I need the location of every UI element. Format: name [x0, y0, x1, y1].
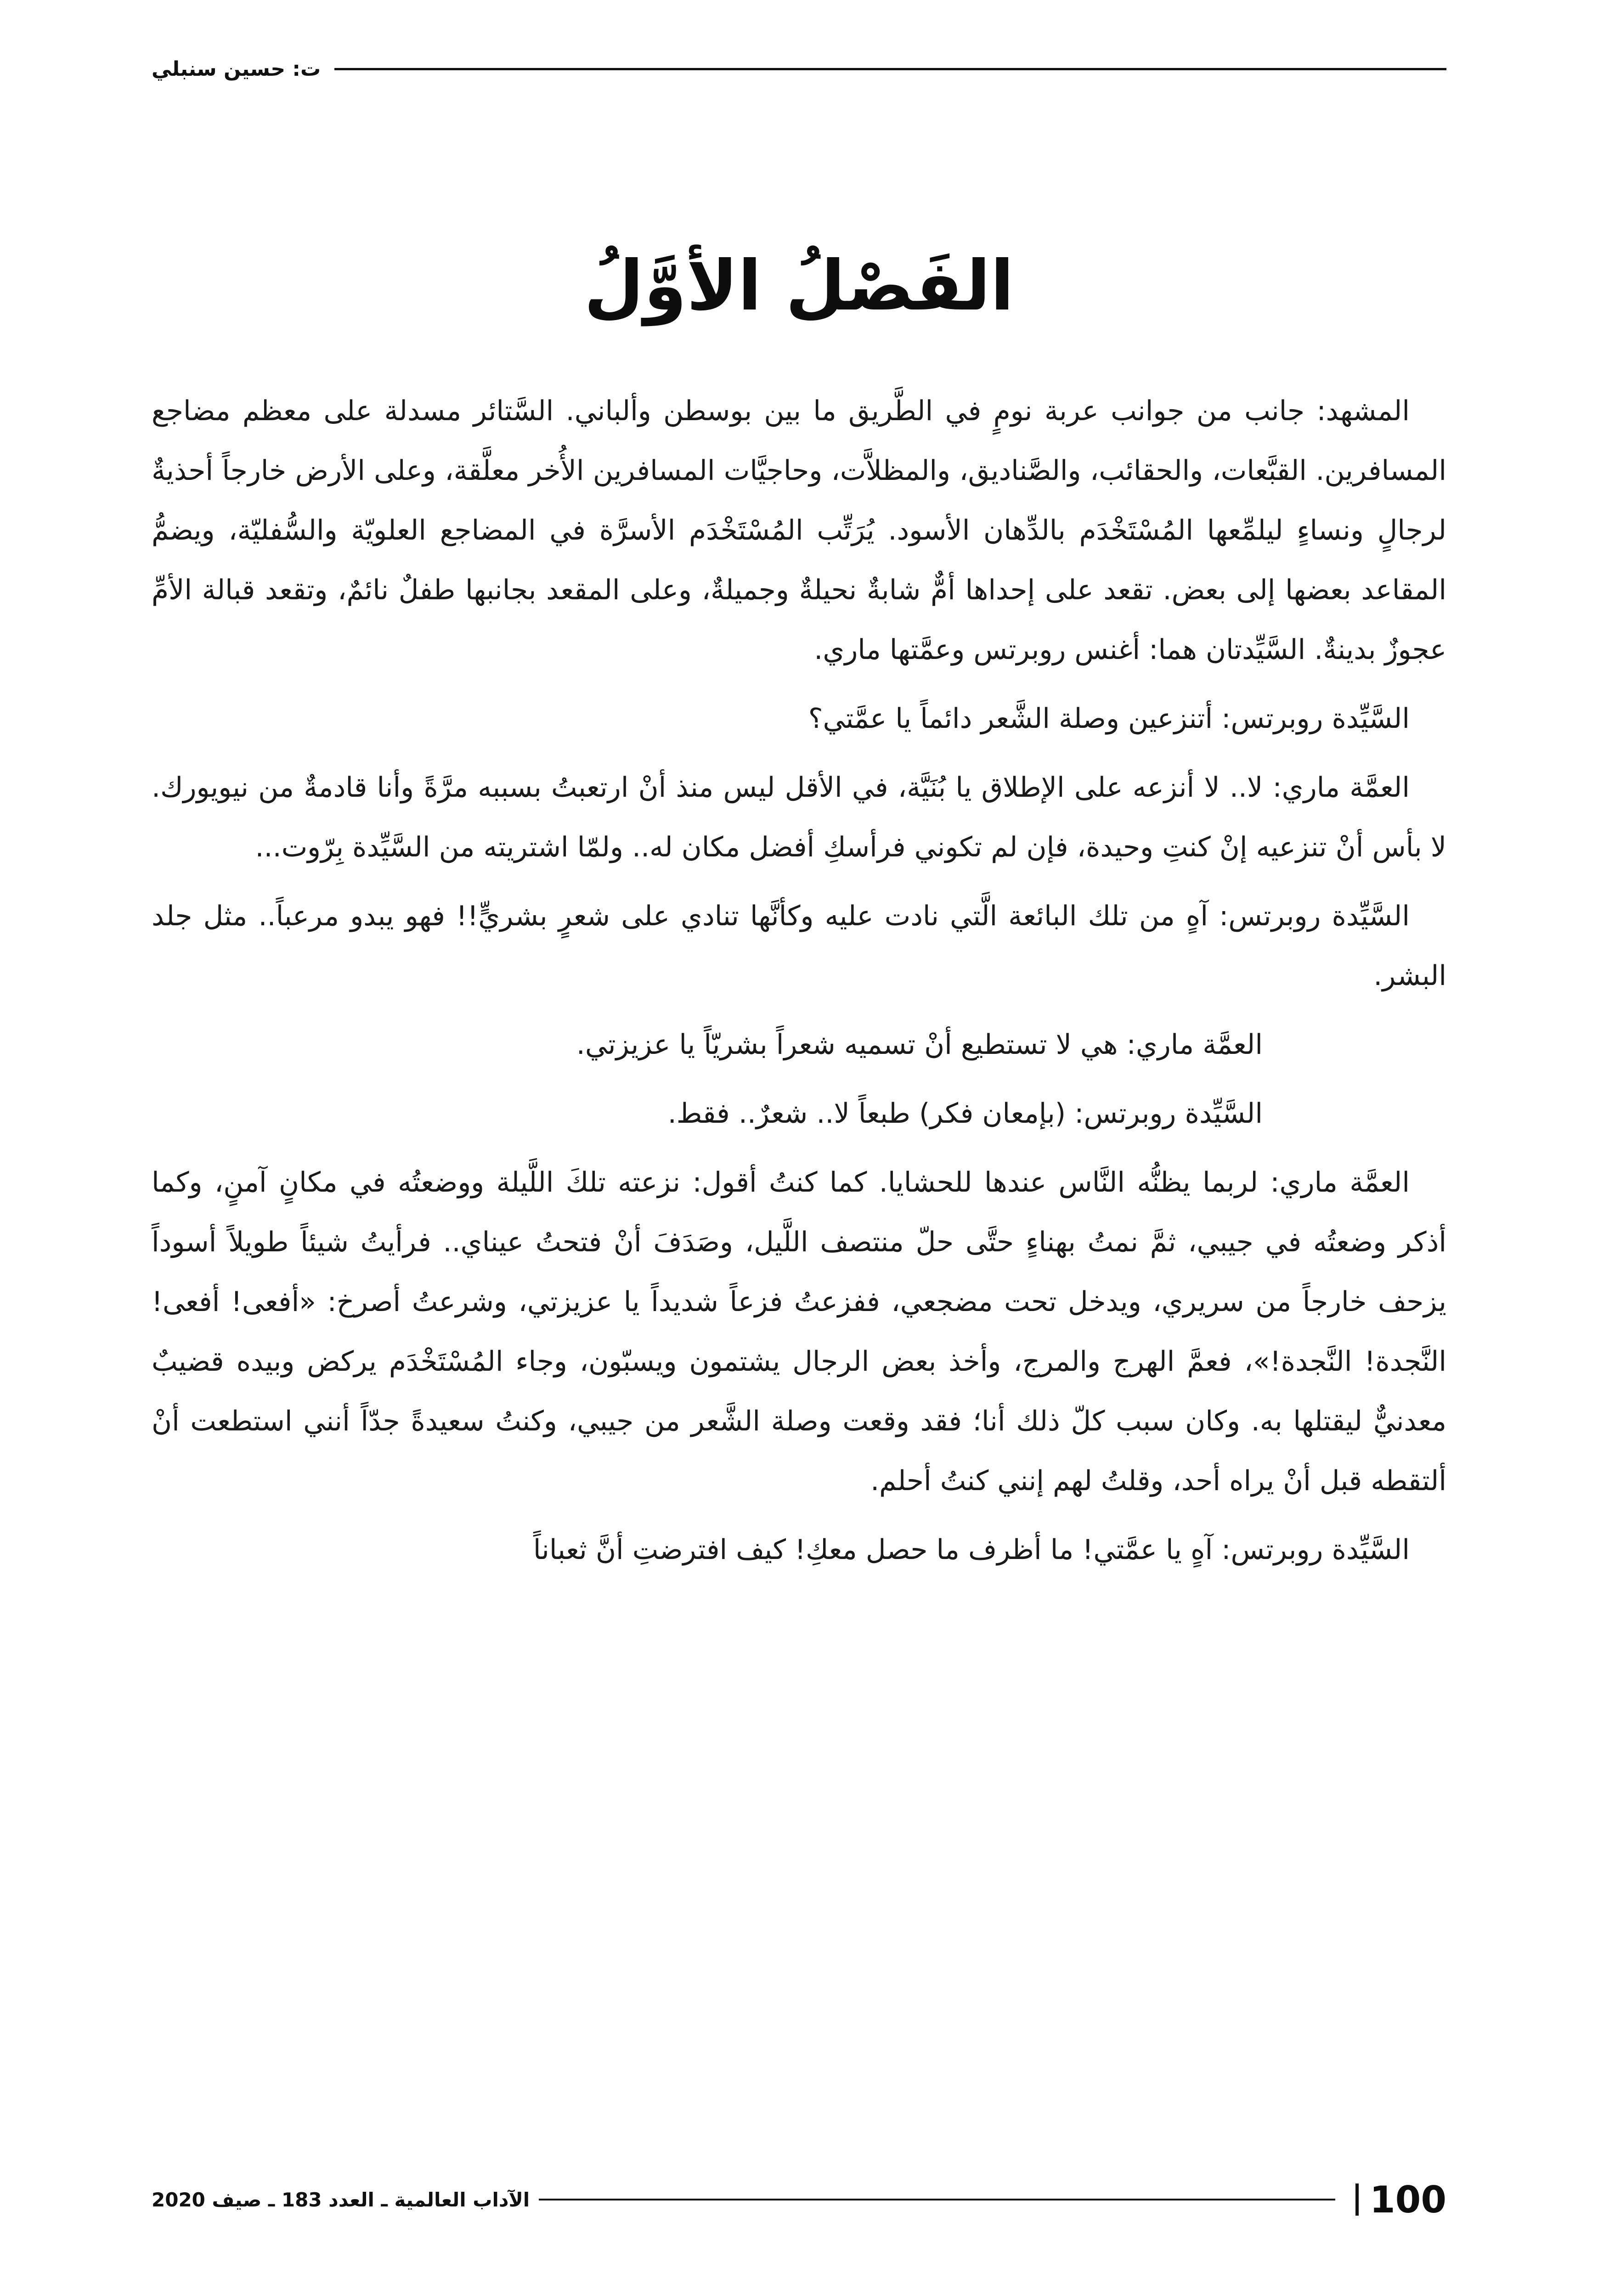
- chapter-title: الفَصْلُ الأوَّلُ: [584, 246, 1014, 326]
- paragraph-dialogue: العمَّة ماري: لا.. لا أنزعه على الإطلاق يا بُنَيَّة، في الأقل ليس منذ أنْ ارتعبتُ بسببه مرَّةً وأنا قادمةٌ من نيويورك. لا بأس أنْ تنزعيه إنْ كنتِ وحيدة، فإن لم تكوني فرأسكِ أفضل مكان له.. ولمّا اشتريته من السَّيِّدة بِرّوت...: [152, 771, 1446, 863]
- page-number-separator: [1355, 2183, 1359, 2216]
- paragraph-dialogue: العمَّة ماري: لربما يظنُّه النَّاس عندها للحشايا. كما كنتُ أقول: نزعته تلكَ اللَّيلة ووضعتُه في مكانٍ آمنٍ، وكما أذكر وضعتُه في جيبي، ثمَّ نمتُ بهناءٍ حتَّى حلّ منتصف اللَّيل، وصَدَفَ أنْ فتحتُ عيناي.. فرأيتُ شيئاً طويلاً أسوداً يزحف خارجاً من سريري، ويدخل تحت مضجعي، ففزعتُ فزعاً شديداً يا عزيزتي، وشرعتُ أصرخ: «أفعى! أفعى! النَّجدة! النَّجدة!»، فعمَّ الهرج والمرج، وأخذ بعض الرجال يشتمون ويسبّون، وجاء المُسْتَخْدَم يركض وبيده قضيبٌ معدنيٌّ ليقتلها به. وكان سبب كلّ ذلك أنا؛ فقد وقعت وصلة الشَّعر من جيبي، وكنتُ سعيدةً جدّاً أنني استطعت أنْ ألتقطه قبل أنْ يراه أحد، وقلتُ لهم إنني كنتُ أحلم.: [152, 1166, 1446, 1497]
- running-header: [152, 51, 1446, 87]
- header-rule: [334, 68, 1446, 70]
- body-text: [152, 381, 1446, 1589]
- page-number: 100: [1370, 2178, 1446, 2221]
- paragraph-dialogue: السَّيِّدة روبرتس: آهٍ من تلك البائعة الَّتي نادت عليه وكأنَّها تنادي على شعرٍ بشريٍّ!! فهو يبدو مرعباً.. مثل جلد البشر.: [152, 900, 1446, 992]
- paragraph-dialogue: السَّيِّدة روبرتس: آهٍ يا عمَّتي! ما أظرف ما حصل معكِ! كيف افترضتِ أنَّ ثعباناً: [533, 1534, 1410, 1566]
- paragraph-dialogue: السَّيِّدة روبرتس: (بإمعان فكر) طبعاً لا.. شعرٌ.. فقط.: [667, 1097, 1263, 1130]
- running-footer: [152, 2179, 1446, 2220]
- journal-issue: الآداب العالمية ـ العدد 183 ـ صيف 2020: [152, 2188, 530, 2211]
- paragraph-dialogue: السَّيِّدة روبرتس: أتنزعين وصلة الشَّعر دائماً يا عمَّتي؟: [808, 703, 1410, 735]
- paragraph-scene: المشهد: جانب من جوانب عربة نومٍ في الطَّريق ما بين بوسطن وألباني. السَّتائر مسدلة على معظم مضاجع المسافرين. القبَّعات، والحقائب، والصَّناديق، والمظلاَّت، وحاجيَّات المسافرين الأُخر معلَّقة، وعلى الأرض خارجاً أحذيةٌ لرجالٍ ونساءٍ ليلمِّعها المُسْتَخْدَم بالدِّهان الأسود. يُرَتِّب المُسْتَخْدَم الأسرَّة في المضاجع العلويّة والسُّفليّة، ويضمُّ المقاعد بعضها إلى بعض. تقعد على إحداها أمٌّ شابةٌ نحيلةٌ وجميلةٌ، وعلى المقعد بجانبها طفلٌ نائمٌ، وتقعد قبالة الأمِّ عجوزٌ بدينةٌ. السَّيِّدتان هما: أغنس روبرتس وعمَّتها ماري.: [152, 395, 1446, 666]
- translator-credit: ت: حسين سنبلي: [152, 57, 321, 81]
- footer-rule: [539, 2199, 1335, 2200]
- paragraph-dialogue: العمَّة ماري: هي لا تستطيع أنْ تسميه شعراً بشريّاً يا عزيزتي.: [576, 1029, 1263, 1061]
